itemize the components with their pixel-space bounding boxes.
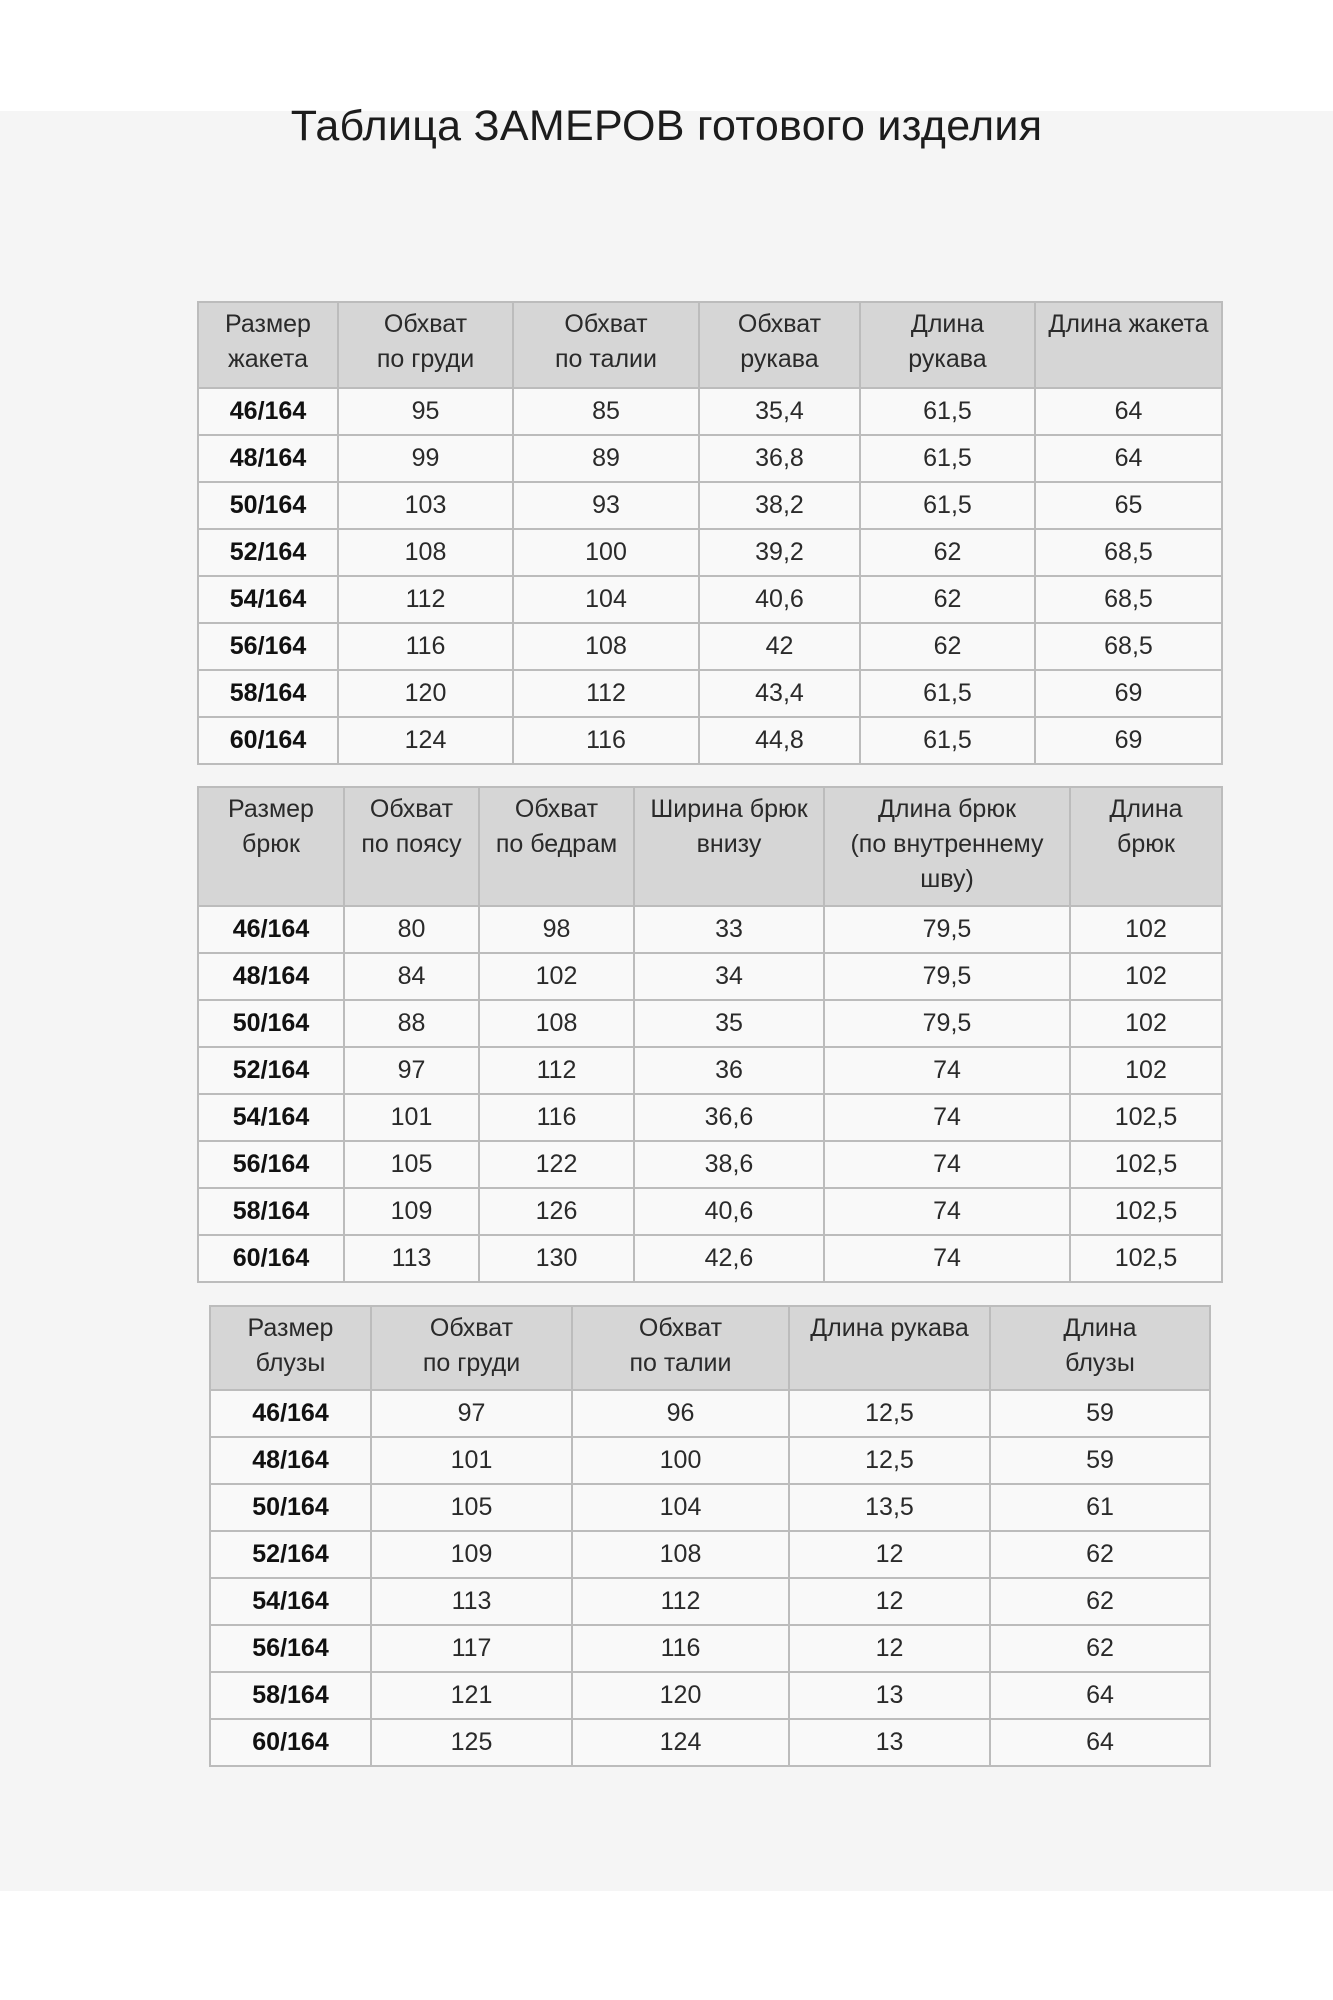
measurement-cell: 74	[824, 1188, 1070, 1235]
measurement-cell: 108	[513, 623, 699, 670]
size-cell: 50/164	[198, 1000, 344, 1047]
measurement-cell: 102	[479, 953, 634, 1000]
size-cell: 48/164	[210, 1437, 371, 1484]
table-row	[210, 1437, 1210, 1484]
measurement-cell: 36,6	[634, 1094, 824, 1141]
measurement-cell: 59	[990, 1437, 1210, 1484]
measurement-cell: 64	[990, 1719, 1210, 1766]
measurement-cell: 61,5	[860, 435, 1035, 482]
table-row	[198, 670, 1222, 717]
measurement-cell: 102	[1070, 906, 1222, 953]
measurement-cell: 100	[572, 1437, 789, 1484]
table-row	[198, 717, 1222, 764]
measurement-cell: 105	[344, 1141, 479, 1188]
size-cell: 60/164	[198, 717, 338, 764]
measurement-cell: 13	[789, 1672, 990, 1719]
table-row	[198, 953, 1222, 1000]
table-row	[198, 1141, 1222, 1188]
column-header: Обхват по груди	[371, 1306, 572, 1390]
size-cell: 52/164	[198, 529, 338, 576]
table-row	[210, 1672, 1210, 1719]
measurement-cell: 79,5	[824, 1000, 1070, 1047]
measurement-cell: 59	[990, 1390, 1210, 1437]
measurement-cell: 35	[634, 1000, 824, 1047]
measurement-cell: 79,5	[824, 906, 1070, 953]
table-row	[198, 576, 1222, 623]
measurement-cell: 39,2	[699, 529, 860, 576]
measurement-cell: 69	[1035, 717, 1222, 764]
measurement-cell: 102,5	[1070, 1141, 1222, 1188]
measurement-cell: 95	[338, 388, 513, 435]
measurement-cell: 34	[634, 953, 824, 1000]
measurement-cell: 61,5	[860, 717, 1035, 764]
measurement-cell: 74	[824, 1235, 1070, 1282]
size-cell: 48/164	[198, 953, 344, 1000]
size-cell: 60/164	[198, 1235, 344, 1282]
column-header: Обхват по талии	[572, 1306, 789, 1390]
measurement-cell: 102,5	[1070, 1094, 1222, 1141]
measurement-cell: 62	[990, 1531, 1210, 1578]
measurement-cell: 104	[572, 1484, 789, 1531]
measurement-cell: 112	[572, 1578, 789, 1625]
measurement-cell: 101	[371, 1437, 572, 1484]
measurement-cell: 99	[338, 435, 513, 482]
measurement-cell: 61,5	[860, 670, 1035, 717]
measurement-cell: 42	[699, 623, 860, 670]
measurement-cell: 109	[344, 1188, 479, 1235]
measurement-cell: 102,5	[1070, 1188, 1222, 1235]
measurement-cell: 64	[1035, 388, 1222, 435]
measurement-cell: 130	[479, 1235, 634, 1282]
measurement-cell: 116	[338, 623, 513, 670]
measurement-cell: 102	[1070, 1047, 1222, 1094]
size-cell: 56/164	[210, 1625, 371, 1672]
table-row	[198, 1000, 1222, 1047]
measurement-cell: 62	[860, 529, 1035, 576]
measurement-cell: 104	[513, 576, 699, 623]
size-cell: 50/164	[210, 1484, 371, 1531]
measurement-cell: 88	[344, 1000, 479, 1047]
measurement-cell: 112	[479, 1047, 634, 1094]
size-cell: 58/164	[198, 670, 338, 717]
table-row	[210, 1484, 1210, 1531]
measurement-cell: 36	[634, 1047, 824, 1094]
measurement-cell: 74	[824, 1047, 1070, 1094]
measurement-cell: 105	[371, 1484, 572, 1531]
column-header: Длина брюк (по внутреннему шву)	[824, 787, 1070, 906]
measurement-cell: 85	[513, 388, 699, 435]
measurement-cell: 97	[371, 1390, 572, 1437]
blouse-measurements-table	[209, 1305, 1211, 1767]
measurement-cell: 102,5	[1070, 1235, 1222, 1282]
measurement-cell: 36,8	[699, 435, 860, 482]
measurement-cell: 62	[860, 576, 1035, 623]
column-header: Обхват рукава	[699, 302, 860, 388]
measurement-cell: 68,5	[1035, 576, 1222, 623]
table-row	[198, 482, 1222, 529]
measurement-cell: 42,6	[634, 1235, 824, 1282]
measurement-cell: 62	[860, 623, 1035, 670]
column-header: Длина рукава	[789, 1306, 990, 1390]
measurement-cell: 102	[1070, 1000, 1222, 1047]
measurement-cell: 124	[338, 717, 513, 764]
size-cell: 52/164	[210, 1531, 371, 1578]
measurement-cell: 62	[990, 1625, 1210, 1672]
measurement-cell: 12	[789, 1578, 990, 1625]
table-row	[198, 388, 1222, 435]
measurement-cell: 112	[338, 576, 513, 623]
measurement-cell: 64	[1035, 435, 1222, 482]
size-cell: 54/164	[198, 1094, 344, 1141]
measurement-cell: 35,4	[699, 388, 860, 435]
table-row	[198, 1235, 1222, 1282]
measurement-cell: 125	[371, 1719, 572, 1766]
measurement-cell: 112	[513, 670, 699, 717]
measurement-cell: 124	[572, 1719, 789, 1766]
size-cell: 60/164	[210, 1719, 371, 1766]
measurement-cell: 68,5	[1035, 529, 1222, 576]
table-row	[198, 1047, 1222, 1094]
measurement-cell: 62	[990, 1578, 1210, 1625]
measurement-cell: 12	[789, 1531, 990, 1578]
measurement-cell: 61,5	[860, 482, 1035, 529]
size-cell: 58/164	[198, 1188, 344, 1235]
measurement-cell: 12,5	[789, 1437, 990, 1484]
measurement-cell: 44,8	[699, 717, 860, 764]
column-header: Ширина брюк внизу	[634, 787, 824, 906]
table-row	[210, 1625, 1210, 1672]
size-cell: 58/164	[210, 1672, 371, 1719]
page-title: Таблица ЗАМЕРОВ готового изделия	[290, 102, 1043, 150]
measurement-cell: 126	[479, 1188, 634, 1235]
table-row	[210, 1719, 1210, 1766]
column-header: Длина жакета	[1035, 302, 1222, 388]
size-cell: 56/164	[198, 623, 338, 670]
measurement-cell: 120	[338, 670, 513, 717]
measurement-cell: 103	[338, 482, 513, 529]
measurement-cell: 89	[513, 435, 699, 482]
column-header: Длина рукава	[860, 302, 1035, 388]
table-row	[210, 1578, 1210, 1625]
table-row	[198, 1188, 1222, 1235]
column-header: Обхват по талии	[513, 302, 699, 388]
size-cell: 46/164	[198, 906, 344, 953]
measurement-cell: 13,5	[789, 1484, 990, 1531]
size-cell: 56/164	[198, 1141, 344, 1188]
measurement-cell: 40,6	[634, 1188, 824, 1235]
measurement-cell: 33	[634, 906, 824, 953]
table-row	[210, 1531, 1210, 1578]
measurement-cell: 74	[824, 1094, 1070, 1141]
table-row	[198, 529, 1222, 576]
measurement-cell: 116	[572, 1625, 789, 1672]
table-row	[198, 623, 1222, 670]
size-cell: 46/164	[198, 388, 338, 435]
measurement-cell: 97	[344, 1047, 479, 1094]
measurement-cell: 101	[344, 1094, 479, 1141]
size-cell: 54/164	[210, 1578, 371, 1625]
column-header: Обхват по поясу	[344, 787, 479, 906]
measurement-cell: 68,5	[1035, 623, 1222, 670]
measurement-cell: 65	[1035, 482, 1222, 529]
measurement-cell: 80	[344, 906, 479, 953]
jacket-measurements-table	[197, 301, 1223, 765]
column-header: Размер жакета	[198, 302, 338, 388]
table-row	[198, 1094, 1222, 1141]
size-cell: 46/164	[210, 1390, 371, 1437]
measurement-cell: 113	[371, 1578, 572, 1625]
size-cell: 50/164	[198, 482, 338, 529]
measurement-cell: 61	[990, 1484, 1210, 1531]
column-header: Длина блузы	[990, 1306, 1210, 1390]
measurement-cell: 108	[338, 529, 513, 576]
measurement-cell: 98	[479, 906, 634, 953]
measurement-cell: 12	[789, 1625, 990, 1672]
measurement-cell: 117	[371, 1625, 572, 1672]
measurement-cell: 120	[572, 1672, 789, 1719]
measurement-cell: 38,6	[634, 1141, 824, 1188]
measurement-cell: 100	[513, 529, 699, 576]
table-row	[198, 435, 1222, 482]
measurement-cell: 79,5	[824, 953, 1070, 1000]
size-cell: 52/164	[198, 1047, 344, 1094]
size-cell: 48/164	[198, 435, 338, 482]
measurement-cell: 116	[479, 1094, 634, 1141]
measurement-cell: 84	[344, 953, 479, 1000]
measurement-cell: 40,6	[699, 576, 860, 623]
measurement-cell: 12,5	[789, 1390, 990, 1437]
measurement-cell: 102	[1070, 953, 1222, 1000]
measurement-cell: 108	[572, 1531, 789, 1578]
column-header: Обхват по бедрам	[479, 787, 634, 906]
measurement-cell: 43,4	[699, 670, 860, 717]
table-row	[210, 1390, 1210, 1437]
table-row	[198, 906, 1222, 953]
column-header: Обхват по груди	[338, 302, 513, 388]
measurement-cell: 96	[572, 1390, 789, 1437]
measurement-cell: 74	[824, 1141, 1070, 1188]
measurement-cell: 122	[479, 1141, 634, 1188]
measurement-cell: 113	[344, 1235, 479, 1282]
measurement-cell: 38,2	[699, 482, 860, 529]
measurement-cell: 93	[513, 482, 699, 529]
column-header: Размер брюк	[198, 787, 344, 906]
measurement-cell: 69	[1035, 670, 1222, 717]
measurement-cell: 116	[513, 717, 699, 764]
measurement-cell: 121	[371, 1672, 572, 1719]
measurement-cell: 61,5	[860, 388, 1035, 435]
trousers-measurements-table	[197, 786, 1223, 1283]
column-header: Размер блузы	[210, 1306, 371, 1390]
measurement-cell: 64	[990, 1672, 1210, 1719]
column-header: Длина брюк	[1070, 787, 1222, 906]
measurement-cell: 13	[789, 1719, 990, 1766]
size-cell: 54/164	[198, 576, 338, 623]
measurement-cell: 108	[479, 1000, 634, 1047]
measurement-cell: 109	[371, 1531, 572, 1578]
